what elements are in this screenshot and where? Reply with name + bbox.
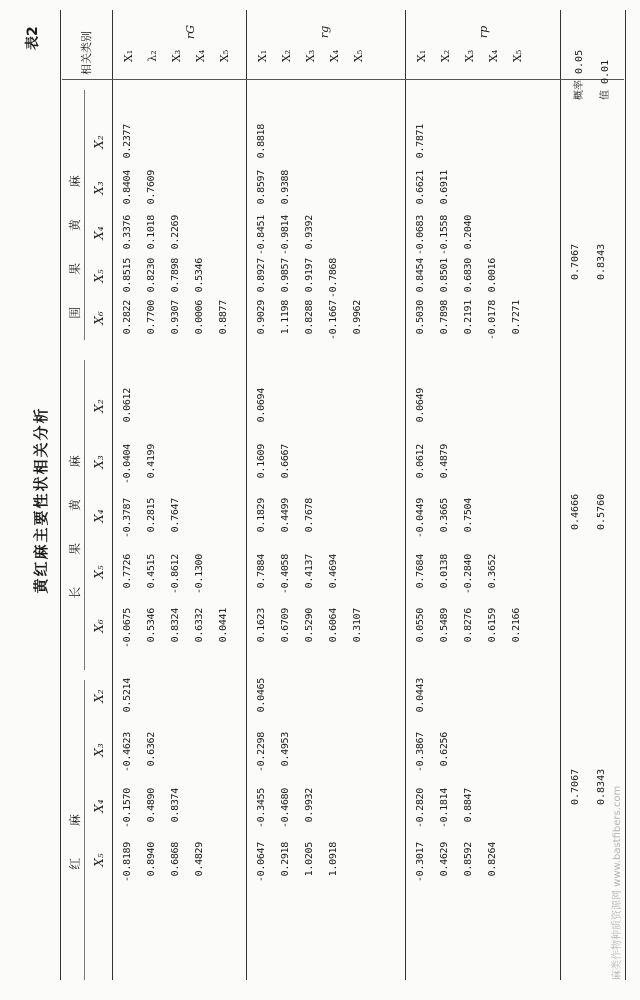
table-cell: -0.0449 bbox=[415, 498, 426, 539]
table-cell: 0.4890 bbox=[146, 788, 157, 823]
table-cell: -0.3787 bbox=[122, 498, 133, 539]
table-cell: -0.1814 bbox=[439, 788, 450, 829]
table-cell: -0.0178 bbox=[487, 300, 498, 341]
significance-value: 0.4666 bbox=[570, 493, 581, 530]
table-cell: -0.1667 bbox=[328, 300, 339, 341]
table-cell: 0.6159 bbox=[487, 608, 498, 643]
row-label: X₅ bbox=[218, 49, 231, 63]
table-cell: 0.8374 bbox=[170, 788, 181, 823]
table-cell: -0.7868 bbox=[328, 258, 339, 299]
table-cell: -0.8451 bbox=[256, 215, 267, 256]
table-cell: 0.0694 bbox=[256, 388, 267, 423]
table-cell: 0.9197 bbox=[304, 258, 315, 293]
block-rule-2 bbox=[405, 10, 406, 980]
table-cell: -0.1570 bbox=[122, 788, 133, 829]
significance-value: 0.7067 bbox=[570, 243, 581, 280]
table-cell: 0.7726 bbox=[122, 554, 133, 589]
table-cell: -0.1300 bbox=[194, 554, 205, 595]
header-rule bbox=[112, 10, 113, 980]
table-cell: 0.4829 bbox=[194, 842, 205, 877]
block-symbol: rG bbox=[184, 24, 197, 40]
table-cell: 0.6362 bbox=[146, 732, 157, 767]
significance-label: 值 0.01 bbox=[600, 59, 611, 100]
table-cell: 0.5346 bbox=[194, 258, 205, 293]
table-cell: 0.7700 bbox=[146, 300, 157, 335]
table-cell: 0.1018 bbox=[146, 215, 157, 250]
significance-value: 0.8343 bbox=[596, 243, 607, 280]
table-cell: 0.0612 bbox=[415, 444, 426, 479]
table-cell: 0.0612 bbox=[122, 388, 133, 423]
table-cell: 0.9962 bbox=[352, 300, 363, 335]
table-cell: 0.8276 bbox=[463, 608, 474, 643]
table-cell: 0.8324 bbox=[170, 608, 181, 643]
table-cell: 0.8818 bbox=[256, 124, 267, 159]
table-cell: 0.9932 bbox=[304, 788, 315, 823]
top-rule bbox=[60, 10, 61, 980]
table-cell: 0.1609 bbox=[256, 444, 267, 479]
table-cell: 0.8515 bbox=[122, 258, 133, 293]
row-label: X₄ bbox=[487, 49, 500, 63]
table-cell: -0.4680 bbox=[280, 788, 291, 829]
table-cell: 0.5346 bbox=[146, 608, 157, 643]
column-header: X₂ bbox=[92, 135, 106, 149]
table-cell: -0.8612 bbox=[170, 554, 181, 595]
significance-value: 0.5760 bbox=[596, 493, 607, 530]
table-cell: 0.6911 bbox=[439, 170, 450, 205]
table-cell: 0.8927 bbox=[256, 258, 267, 293]
table-cell: 0.2040 bbox=[463, 215, 474, 250]
row-label: X₂ bbox=[439, 49, 452, 63]
significance-value: 0.8343 bbox=[596, 768, 607, 805]
table-cell: 0.2822 bbox=[122, 300, 133, 335]
column-header: X₅ bbox=[92, 853, 106, 867]
table-cell: 0.0443 bbox=[415, 678, 426, 713]
table-cell: -0.2820 bbox=[415, 788, 426, 829]
column-header: X₂ bbox=[92, 399, 106, 413]
column-header: X₅ bbox=[92, 269, 106, 283]
table-title: 黄红麻主要性状相关分析 bbox=[32, 406, 50, 594]
table-cell: 0.6064 bbox=[328, 608, 339, 643]
table-cell: -0.0647 bbox=[256, 842, 267, 883]
column-header: X₆ bbox=[92, 311, 106, 325]
row-label: X₃ bbox=[304, 49, 317, 63]
table-cell: 0.7898 bbox=[439, 300, 450, 335]
group-rule-2 bbox=[84, 360, 85, 670]
row-label: λ₂ bbox=[146, 50, 159, 62]
group-title-3: 红 麻 bbox=[68, 800, 82, 870]
table-cell: 0.5489 bbox=[439, 608, 450, 643]
table-cell: -0.2840 bbox=[463, 554, 474, 595]
table-cell: 0.8597 bbox=[256, 170, 267, 205]
table-cell: 0.0550 bbox=[415, 608, 426, 643]
table-cell: -0.4058 bbox=[280, 554, 291, 595]
table-cell: -0.0683 bbox=[415, 215, 426, 256]
column-header: X₄ bbox=[92, 509, 106, 523]
column-header: X₄ bbox=[92, 226, 106, 240]
table-cell: 0.0649 bbox=[415, 388, 426, 423]
table-cell: 0.4499 bbox=[280, 498, 291, 533]
row-label: X₅ bbox=[352, 49, 365, 63]
table-cell: -0.0675 bbox=[122, 608, 133, 649]
table-cell: 0.0465 bbox=[256, 678, 267, 713]
table-cell: 0.4953 bbox=[280, 732, 291, 767]
significance-value: 0.7067 bbox=[570, 768, 581, 805]
table-cell: -0.9814 bbox=[280, 215, 291, 256]
table-cell: -0.3017 bbox=[415, 842, 426, 883]
table-cell: 0.7678 bbox=[304, 498, 315, 533]
row-label: X₄ bbox=[194, 49, 207, 63]
block-symbol: rg bbox=[318, 25, 331, 39]
table-cell: 0.0138 bbox=[439, 554, 450, 589]
group-rule-3 bbox=[84, 680, 85, 980]
row-label: X₃ bbox=[170, 49, 183, 63]
table-cell: 0.5214 bbox=[122, 678, 133, 713]
table-cell: 0.7271 bbox=[511, 300, 522, 335]
table-cell: 1.1198 bbox=[280, 300, 291, 335]
table-cell: -0.1558 bbox=[439, 215, 450, 256]
group-title-1: 围 果 黄 麻 bbox=[68, 161, 82, 319]
table-cell: 0.8288 bbox=[304, 300, 315, 335]
table-cell: -0.3867 bbox=[415, 732, 426, 773]
row-label: X₁ bbox=[122, 49, 135, 63]
table-cell: 0.4629 bbox=[439, 842, 450, 877]
row-label: X₄ bbox=[328, 49, 341, 63]
table-cell: 0.9857 bbox=[280, 258, 291, 293]
table-cell: 0.8592 bbox=[463, 842, 474, 877]
table-cell: 0.2269 bbox=[170, 215, 181, 250]
table-cell: 0.2918 bbox=[280, 842, 291, 877]
block-symbol: rp bbox=[477, 25, 490, 39]
table-cell: 0.8230 bbox=[146, 258, 157, 293]
row-label: X₁ bbox=[415, 49, 428, 63]
table-cell: 0.1829 bbox=[256, 498, 267, 533]
column-header: X₃ bbox=[92, 743, 106, 757]
table-cell: -0.2298 bbox=[256, 732, 267, 773]
table-cell: 0.7504 bbox=[463, 498, 474, 533]
table-cell: 0.7609 bbox=[146, 170, 157, 205]
table-cell: 0.7684 bbox=[415, 554, 426, 589]
table-cell: 0.7647 bbox=[170, 498, 181, 533]
column-header: X₆ bbox=[92, 619, 106, 633]
table-cell: -0.3455 bbox=[256, 788, 267, 829]
table-cell: 0.8877 bbox=[218, 300, 229, 335]
table-cell: 1.0918 bbox=[328, 842, 339, 877]
block-rule-3 bbox=[560, 10, 561, 980]
row-label: X₁ bbox=[256, 49, 269, 63]
table-cell: 0.6830 bbox=[463, 258, 474, 293]
table-cell: 0.8847 bbox=[463, 788, 474, 823]
significance-label: 概率 0.05 bbox=[574, 49, 585, 100]
table-cell: 0.7884 bbox=[256, 554, 267, 589]
table-cell: 0.4515 bbox=[146, 554, 157, 589]
table-cell: 0.8454 bbox=[415, 258, 426, 293]
column-header: X₃ bbox=[92, 455, 106, 469]
table-cell: 0.3376 bbox=[122, 215, 133, 250]
table-cell: 0.2815 bbox=[146, 498, 157, 533]
table-cell: 0.2191 bbox=[463, 300, 474, 335]
table-cell: 0.9029 bbox=[256, 300, 267, 335]
table-caption: 表2 bbox=[25, 26, 41, 50]
watermark: 麻类作物种质资源网 www.bastfibers.com bbox=[612, 785, 623, 980]
group-rule-1 bbox=[84, 90, 85, 340]
table-cell: 0.6709 bbox=[280, 608, 291, 643]
table-cell: 0.4694 bbox=[328, 554, 339, 589]
table-cell: 0.9392 bbox=[304, 215, 315, 250]
table-cell: 0.2377 bbox=[122, 124, 133, 159]
row-label: X₅ bbox=[511, 49, 524, 63]
table-cell: 0.9307 bbox=[170, 300, 181, 335]
table-cell: 0.5030 bbox=[415, 300, 426, 335]
column-header: X₅ bbox=[92, 565, 106, 579]
table-cell: -0.0404 bbox=[122, 444, 133, 485]
row-header-divider bbox=[62, 79, 624, 80]
column-header: X₄ bbox=[92, 799, 106, 813]
table-cell: 0.7898 bbox=[170, 258, 181, 293]
table-cell: 0.8940 bbox=[146, 842, 157, 877]
table-cell: 0.8501 bbox=[439, 258, 450, 293]
table-cell: 0.0441 bbox=[218, 608, 229, 643]
column-header: X₂ bbox=[92, 689, 106, 703]
table-cell: 0.4199 bbox=[146, 444, 157, 479]
table-cell: 0.3652 bbox=[487, 554, 498, 589]
column-header: X₃ bbox=[92, 181, 106, 195]
table-cell: 0.2166 bbox=[511, 608, 522, 643]
row-label: X₃ bbox=[463, 49, 476, 63]
table-cell: 0.8404 bbox=[122, 170, 133, 205]
table-cell: 0.6667 bbox=[280, 444, 291, 479]
table-cell: 0.0006 bbox=[194, 300, 205, 335]
bottom-rule bbox=[625, 10, 626, 980]
table-cell: 0.6868 bbox=[170, 842, 181, 877]
table-cell: 0.0016 bbox=[487, 258, 498, 293]
table-cell: 0.8264 bbox=[487, 842, 498, 877]
table-cell: 0.9388 bbox=[280, 170, 291, 205]
table-cell: 0.3107 bbox=[352, 608, 363, 643]
table-cell: 0.6332 bbox=[194, 608, 205, 643]
table-cell: 0.3665 bbox=[439, 498, 450, 533]
table-cell: 1.0205 bbox=[304, 842, 315, 877]
table-cell: 0.5290 bbox=[304, 608, 315, 643]
table-cell: 0.1623 bbox=[256, 608, 267, 643]
table-cell: 0.6256 bbox=[439, 732, 450, 767]
group-title-2: 长 果 黄 麻 bbox=[68, 441, 82, 599]
corner-label: 相关类别 bbox=[80, 31, 93, 75]
table-cell: 0.4137 bbox=[304, 554, 315, 589]
table-cell: 0.4879 bbox=[439, 444, 450, 479]
table-cell: -0.8189 bbox=[122, 842, 133, 883]
block-rule-1 bbox=[246, 10, 247, 980]
table-cell: -0.4623 bbox=[122, 732, 133, 773]
table-cell: 0.7871 bbox=[415, 124, 426, 159]
table-cell: 0.6621 bbox=[415, 170, 426, 205]
row-label: X₂ bbox=[280, 49, 293, 63]
